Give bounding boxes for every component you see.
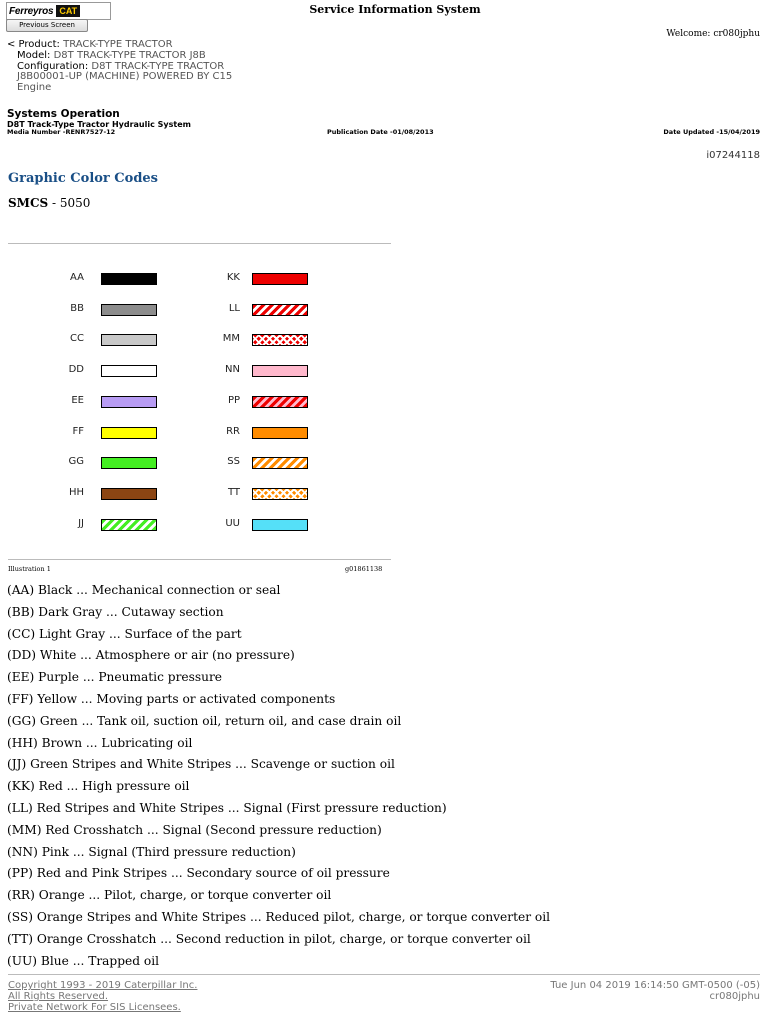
color-code-description: (SS) Orange Stripes and White Stripes ... Reduced pilot, charge, or torque converter oil — [7, 909, 551, 924]
rights-link[interactable]: All Rights Reserved. — [8, 991, 109, 1002]
ferreyros-cat-logo — [6, 2, 111, 20]
logo-cat: CAT — [56, 5, 80, 17]
color-code-description: (AA) Black ... Mechanical connection or seal — [7, 583, 281, 597]
color-code-description: (GG) Green ... Tank oil, suction oil, return oil, and case drain oil — [7, 713, 402, 728]
color-code-description: (FF) Yellow ... Moving parts or activated components — [7, 691, 336, 706]
color-code-label: RR — [226, 425, 240, 437]
color-swatch-blue — [252, 519, 308, 531]
color-code-label: EE — [71, 394, 84, 406]
color-swatch-black — [101, 273, 157, 285]
color-swatch-dark-gray — [101, 304, 157, 316]
color-swatch-red-stripes — [252, 304, 308, 316]
color-code-description: (RR) Orange ... Pilot, charge, or torque converter oil — [7, 888, 332, 903]
color-code-description: (LL) Red Stripes and White Stripes ... Signal (First pressure reduction) — [7, 800, 447, 815]
footer-session — [550, 980, 760, 1002]
color-code-label: BB — [70, 302, 84, 314]
color-code-label: FF — [72, 425, 84, 437]
color-code-label: GG — [68, 456, 84, 468]
color-swatch-purple — [101, 396, 157, 408]
product-label: < Product: — [7, 39, 60, 50]
product-value: TRACK-TYPE TRACTOR — [63, 39, 173, 50]
configuration-label: Configuration: — [17, 61, 89, 72]
color-code-label: CC — [70, 333, 84, 345]
color-code-description: (HH) Brown ... Lubricating oil — [7, 735, 193, 750]
color-code-label: PP — [227, 394, 240, 406]
footer-divider — [8, 974, 760, 975]
smcs-value: - 5050 — [48, 196, 91, 210]
app-title: Service Information System — [309, 3, 481, 16]
color-code-description: (UU) Blue ... Trapped oil — [7, 953, 160, 968]
color-code-description: (DD) White ... Atmosphere or air (no pressure) — [7, 648, 295, 663]
color-code-description: (MM) Red Crosshatch ... Signal (Second pressure reduction) — [7, 822, 382, 837]
date-updated: Date Updated -15/04/2019 — [663, 128, 760, 136]
welcome-text: Welcome: cr080jphu — [666, 29, 760, 39]
illustration-graphic-id: g01861138 — [345, 565, 383, 573]
color-code-description: (TT) Orange Crosshatch ... Second reduction in pilot, charge, or torque converter oil — [7, 931, 531, 946]
media-number: Media Number -RENR7527-12 — [7, 128, 116, 136]
footer-legal — [8, 980, 197, 1013]
color-swatch-green-stripes — [101, 519, 157, 531]
color-code-label: HH — [68, 486, 84, 498]
color-code-label: UU — [225, 517, 240, 529]
page-title: Graphic Color Codes — [8, 171, 158, 186]
section-title: Systems Operation — [7, 108, 120, 120]
configuration-line-2: J8B00001-UP (MACHINE) POWERED BY C15 — [17, 71, 233, 82]
color-code-description: (PP) Red and Pink Stripes ... Secondary source of oil pressure — [7, 866, 390, 881]
document-subtitle: D8T Track-Type Tractor Hydraulic System — [7, 120, 191, 129]
smcs-label: SMCS — [8, 196, 49, 210]
publication-date: Publication Date -01/08/2013 — [327, 128, 434, 136]
smcs-code — [8, 196, 90, 210]
logo-brand: Ferreyros — [9, 5, 54, 17]
color-code-description: (JJ) Green Stripes and White Stripes ... Scavenge or suction oil — [7, 757, 395, 772]
model-value: D8T TRACK-TYPE TRACTOR J8B — [53, 50, 206, 61]
color-swatch-red-crosshatch — [252, 334, 308, 346]
illustration-top-divider — [8, 243, 391, 244]
configuration-line-3: Engine — [17, 82, 52, 93]
color-code-label: KK — [226, 272, 240, 283]
copyright-link[interactable]: Copyright 1993 - 2019 Caterpillar Inc. — [8, 980, 198, 991]
color-code-label: MM — [222, 333, 240, 345]
color-swatch-pink — [252, 365, 308, 377]
color-swatch-brown — [101, 488, 157, 500]
color-code-label: LL — [228, 302, 240, 314]
color-code-label: AA — [70, 272, 84, 283]
color-code-label: JJ — [78, 517, 84, 529]
color-swatch-green — [101, 457, 157, 469]
color-code-label: SS — [227, 456, 240, 468]
color-code-label: NN — [225, 364, 240, 376]
color-swatch-light-gray — [101, 334, 157, 346]
private-network-link[interactable]: Private Network For SIS Licensees. — [8, 1002, 181, 1013]
color-swatch-orange-crosshatch — [252, 488, 308, 500]
previous-screen-button[interactable]: Previous Screen — [6, 19, 88, 32]
illustration-bottom-divider — [8, 559, 391, 560]
model-label: Model: — [17, 50, 51, 61]
reference-id: i07244118 — [706, 150, 760, 161]
illustration-caption: Illustration 1 — [8, 565, 51, 573]
color-code-description: (NN) Pink ... Signal (Third pressure reduction) — [7, 844, 296, 859]
configuration-value: D8T TRACK-TYPE TRACTOR — [91, 61, 225, 72]
footer-timestamp: Tue Jun 04 2019 16:14:50 GMT-0500 (-05) — [550, 980, 760, 991]
color-swatch-orange-stripes — [252, 457, 308, 469]
color-swatch-orange — [252, 427, 308, 439]
color-code-label: TT — [227, 486, 240, 498]
color-code-description: (EE) Purple ... Pneumatic pressure — [7, 670, 223, 685]
model-line — [17, 51, 206, 62]
footer-user: cr080jphu — [709, 991, 760, 1002]
color-swatch-red — [252, 273, 308, 285]
color-swatch-white — [101, 365, 157, 377]
color-code-descriptions — [7, 580, 757, 972]
color-code-description: (BB) Dark Gray ... Cutaway section — [7, 604, 224, 619]
color-code-description: (CC) Light Gray ... Surface of the part — [7, 626, 242, 641]
color-swatch-red-pink-stripes — [252, 396, 308, 408]
color-code-description: (KK) Red ... High pressure oil — [7, 779, 190, 794]
color-code-label: DD — [68, 364, 84, 376]
product-line[interactable] — [7, 40, 173, 51]
color-swatch-yellow — [101, 427, 157, 439]
